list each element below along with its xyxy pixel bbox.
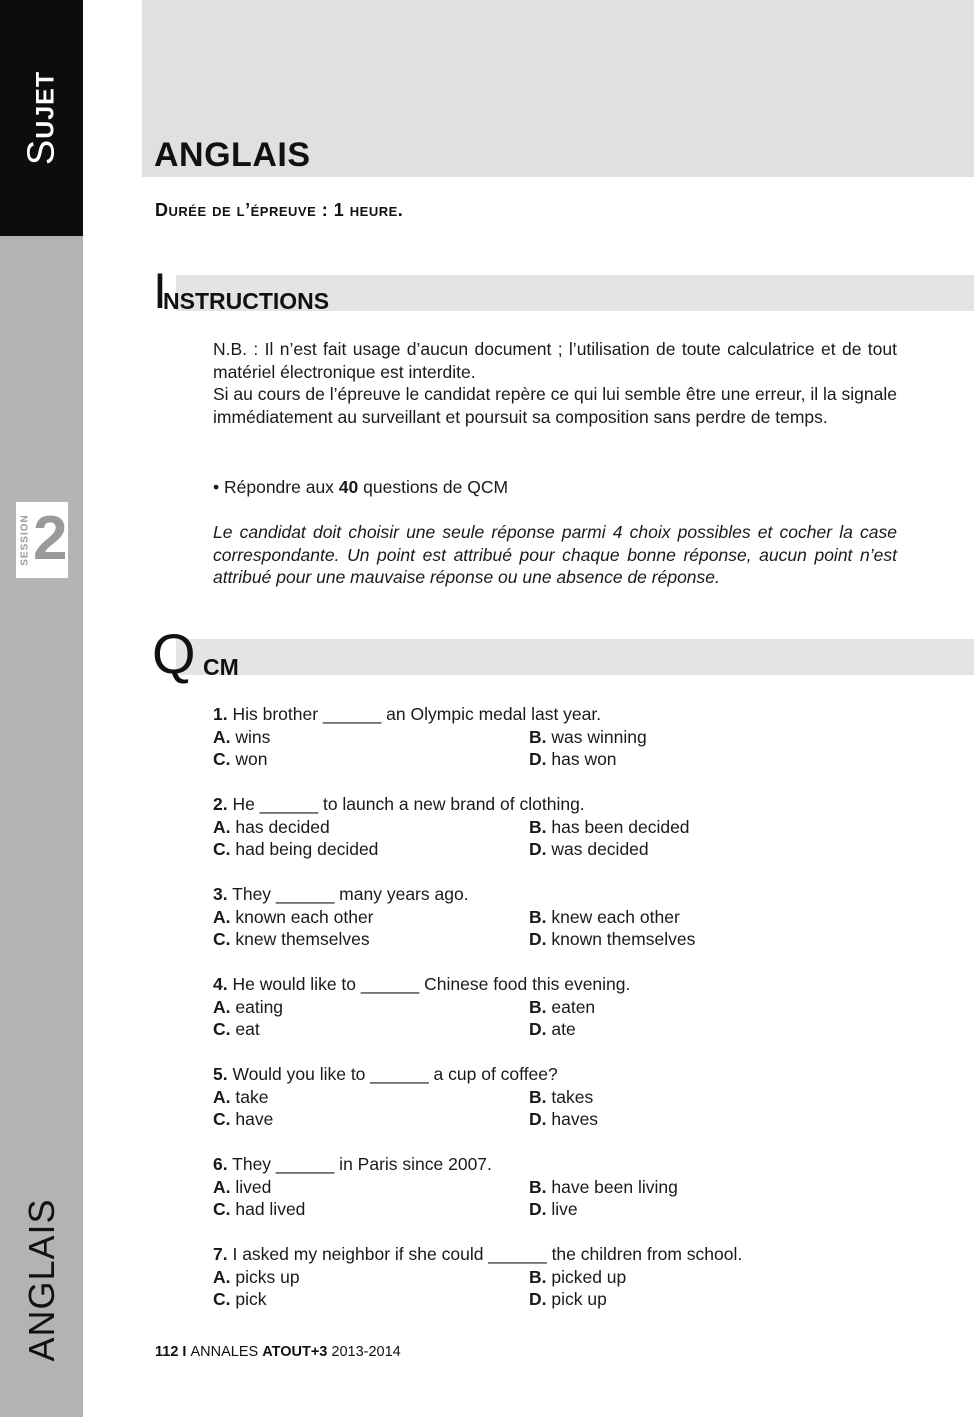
- option-d: D. has won: [529, 749, 617, 769]
- option-b: B. has been decided: [529, 816, 690, 837]
- question-6: [213, 1153, 913, 1221]
- scoring-note: Le candidat doit choisir une seule réponse parmi 4 choix possibles et cocher la case correspondante. Un point est attribué pour chaque bonne réponse, aucun point n’est attribué pour une mauvaise réponse ou une absence de réponse.: [213, 522, 897, 587]
- session-badge: [16, 502, 68, 578]
- question-text: 5. Would you like to ______ a cup of coffee?: [213, 1064, 558, 1084]
- option-d: D. known themselves: [529, 929, 696, 949]
- option-d: D. ate: [529, 1019, 576, 1039]
- question-3: [213, 883, 913, 951]
- exam-duration: Durée de l’épreuve : 1 heure.: [155, 200, 404, 220]
- left-sidebar: [0, 0, 83, 1417]
- question-count: 40: [338, 477, 359, 497]
- option-b: B. have been living: [529, 1176, 678, 1197]
- bullet-line: • Répondre aux 40 questions de QCM: [213, 477, 509, 497]
- option-a: A. picks up: [213, 1266, 300, 1287]
- question-text: 6. They ______ in Paris since 2007.: [213, 1154, 492, 1174]
- option-b: B. was winning: [529, 726, 647, 747]
- question-1: [213, 703, 913, 771]
- option-d: D. was decided: [529, 839, 649, 859]
- instructions-text: [213, 338, 897, 428]
- page-footer: 112 I ANNALES ATOUT+3 2013-2014: [155, 1344, 401, 1360]
- option-c: C. pick: [213, 1289, 267, 1309]
- option-d: D. live: [529, 1199, 578, 1219]
- qcm-heading-cap: Q: [152, 622, 196, 685]
- option-b: B. knew each other: [529, 906, 680, 927]
- question-text: 3. They ______ many years ago.: [213, 884, 469, 904]
- brand-name: ATOUT+3: [262, 1344, 328, 1360]
- option-a: A. lived: [213, 1176, 272, 1197]
- page-title: ANGLAIS: [154, 136, 311, 174]
- session-number: 2: [33, 504, 68, 573]
- sidebar-subject-label: ANGLAIS: [21, 1198, 62, 1362]
- nb-paragraph-2: Si au cours de l’épreuve le candidat repère ce qui lui semble être une erreur, il la signale immédiatement au surveillant et poursuit sa composition sans perdre de temps.: [213, 384, 897, 427]
- question-2: [213, 793, 913, 861]
- instructions-heading-cap: I: [153, 263, 167, 319]
- page-number: 112: [155, 1344, 179, 1360]
- option-a: A. take: [213, 1086, 269, 1107]
- option-c: C. won: [213, 749, 268, 769]
- option-b: B. eaten: [529, 996, 596, 1017]
- nb-paragraph-1: N.B. : Il n’est fait usage d’aucun document ; l’utilisation de toute calculatrice et de tout matériel électronique est interdite.: [213, 339, 897, 382]
- option-c: C. had lived: [213, 1199, 306, 1219]
- option-a: A. wins: [213, 726, 271, 747]
- option-d: D. pick up: [529, 1289, 607, 1309]
- question-text: 2. He ______ to launch a new brand of clothing.: [213, 794, 585, 814]
- qcm-heading-band: [176, 639, 974, 675]
- option-c: C. eat: [213, 1019, 260, 1039]
- qcm-heading-rest: CM: [203, 654, 239, 680]
- option-b: B. picked up: [529, 1266, 627, 1287]
- instructions-heading-rest: NSTRUCTIONS: [163, 288, 330, 314]
- question-text: 4. He would like to ______ Chinese food this evening.: [213, 974, 631, 994]
- option-a: A. known each other: [213, 906, 374, 927]
- question-7: [213, 1243, 913, 1311]
- question-text: 1. His brother ______ an Olympic medal last year.: [213, 704, 602, 724]
- option-c: C. had being decided: [213, 839, 379, 859]
- option-a: A. eating: [213, 996, 284, 1017]
- option-d: D. haves: [529, 1109, 599, 1129]
- sujet-label: Sujet: [20, 70, 63, 166]
- option-a: A. has decided: [213, 816, 330, 837]
- question-4: [213, 973, 913, 1041]
- question-5: [213, 1063, 913, 1131]
- question-text: 7. I asked my neighbor if she could ______ the children from school.: [213, 1244, 743, 1264]
- sidebar-header-block: [0, 0, 83, 236]
- option-c: C. knew themselves: [213, 929, 370, 949]
- session-word: SESSION: [19, 514, 31, 566]
- option-c: C. have: [213, 1109, 274, 1129]
- option-b: B. takes: [529, 1086, 594, 1107]
